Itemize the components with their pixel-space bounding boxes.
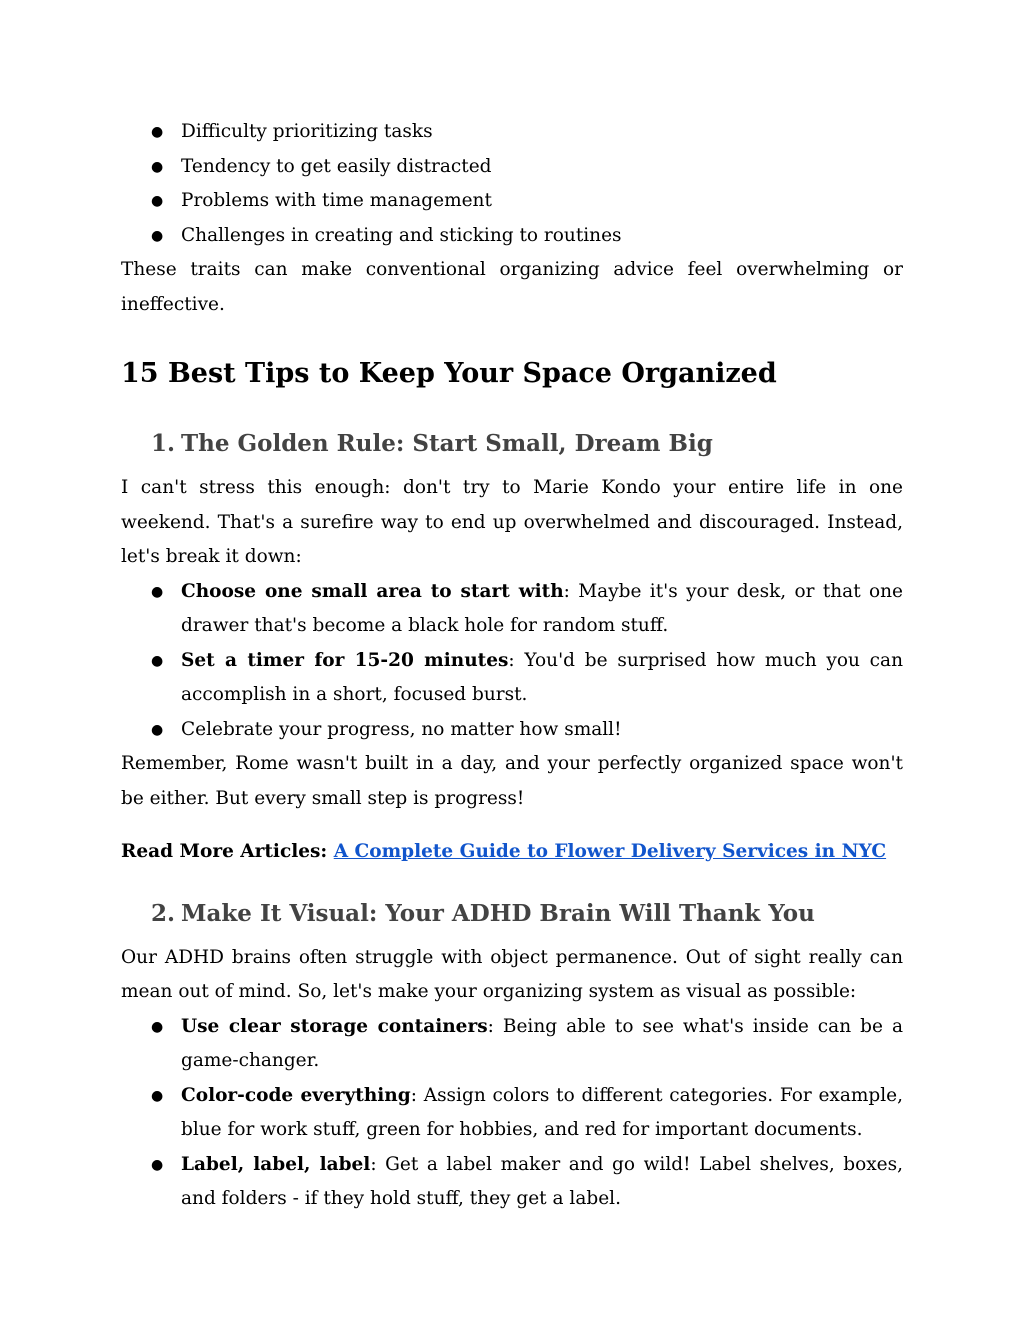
section-2-intro: Our ADHD brains often struggle with object permanence. Out of sight really can mean out of mind. So, let's make your organizing system as visual as possible:	[121, 946, 903, 1002]
list-item-bold: Color-code everything	[181, 1084, 411, 1106]
list-item-text: : Maybe it's your desk, or that one drawer that's become a black hole for random stuff.	[181, 580, 903, 636]
read-more-line	[121, 835, 903, 870]
list-item	[121, 219, 903, 254]
bullet-icon: ●	[151, 193, 164, 209]
read-more-label: Read More Articles:	[121, 841, 328, 862]
bullet-icon: ●	[151, 721, 164, 738]
list-item-text: : Assign colors to different categories. For example, blue for work stuff, green for hobbies, and red for important documents.	[181, 1084, 903, 1140]
list-item	[121, 1148, 903, 1217]
list-item-bold: Choose one small area to start with	[181, 580, 564, 602]
list-item	[121, 150, 903, 185]
section-2-number: 2.	[151, 899, 176, 927]
intro-note: These traits can make conventional organizing advice feel overwhelming or ineffective.	[121, 259, 903, 315]
section-1-intro: I can't stress this enough: don't try to Marie Kondo your entire life in one weekend. That's a surefire way to end up overwhelmed and discouraged. Instead, let's break it down:	[121, 477, 903, 567]
list-item	[121, 1079, 903, 1148]
document-page	[121, 0, 903, 1217]
list-item-bold: Set a timer for 15-20 minutes	[181, 649, 509, 671]
list-item	[121, 713, 903, 748]
section-2-bullet-list	[121, 1010, 903, 1217]
bullet-icon: ●	[151, 158, 164, 175]
bullet-icon: ●	[151, 1156, 164, 1173]
list-item-text: Challenges in creating and sticking to routines	[181, 224, 622, 246]
list-item	[121, 115, 903, 150]
list-item-text: : You'd be surprised how much you can accomplish in a short, focused burst.	[181, 649, 903, 705]
section-1-heading	[121, 428, 903, 460]
read-more-link[interactable]: A Complete Guide to Flower Delivery Services in NYC	[333, 841, 887, 862]
intro-bullet-list	[121, 115, 903, 253]
main-heading: 15 Best Tips to Keep Your Space Organized	[121, 358, 777, 389]
bullet-icon: ●	[151, 652, 164, 669]
list-item-text: Problems with time management	[181, 190, 492, 211]
list-item-text: Difficulty prioritizing tasks	[181, 121, 433, 142]
list-item-text: Celebrate your progress, no matter how small!	[181, 718, 622, 740]
section-1-number: 1.	[151, 430, 176, 457]
section-1-outro: Remember, Rome wasn't built in a day, and your perfectly organized space won't be either. But every small step is progress!	[121, 753, 903, 809]
bullet-icon: ●	[151, 227, 164, 244]
section-2-title: Make It Visual: Your ADHD Brain Will Thank You	[181, 899, 815, 927]
list-item	[121, 184, 903, 219]
list-item	[121, 1010, 903, 1079]
bullet-icon: ●	[151, 124, 164, 140]
section-2-heading	[121, 898, 903, 930]
list-item-text: : Being able to see what's inside can be a game-changer.	[181, 1015, 903, 1071]
list-item	[121, 575, 903, 644]
list-item-text: Tendency to get easily distracted	[181, 155, 492, 177]
list-item-text: : Get a label maker and go wild! Label shelves, boxes, and folders - if they hold stuff, they get a label.	[181, 1153, 903, 1209]
list-item	[121, 644, 903, 713]
bullet-icon: ●	[151, 1018, 164, 1035]
section-1-bullet-list	[121, 575, 903, 748]
list-item-bold: Use clear storage containers	[181, 1015, 488, 1037]
bullet-icon: ●	[151, 1087, 164, 1104]
section-1-title: The Golden Rule: Start Small, Dream Big	[181, 430, 713, 457]
list-item-bold: Label, label, label	[181, 1153, 371, 1175]
bullet-icon: ●	[151, 583, 164, 600]
